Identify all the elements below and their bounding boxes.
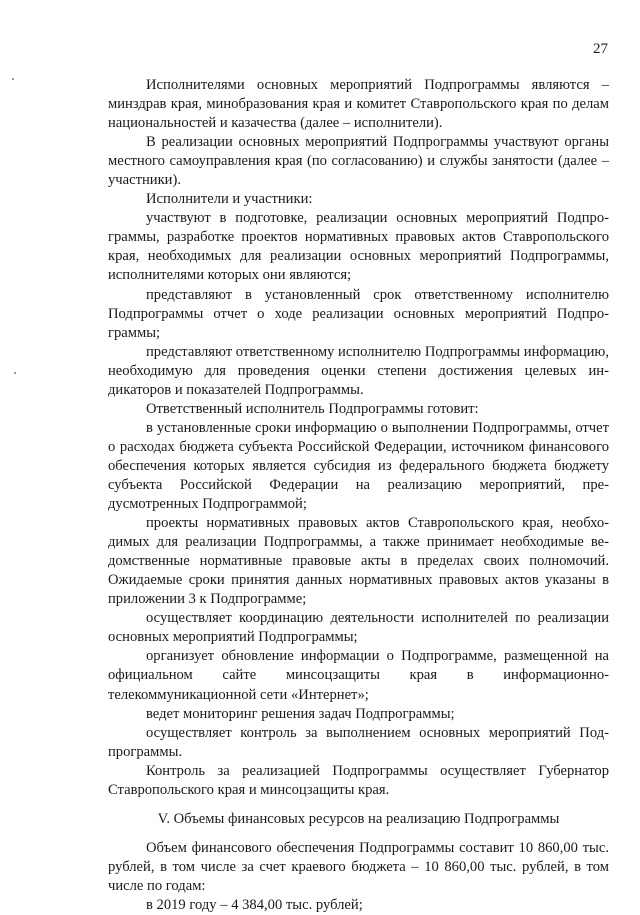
paragraph: проекты нормативных правовых актов Ставропольского края, необходимых для реализации Подпрограммы, а также принимает необходимые ведомственные нормативные правовые акты в пределах своих полномочий. Ожидаемые сроки принятия данных нормативных правовых актов указаны в приложении 3 к Подпрограмме;	[108, 515, 609, 608]
paragraph: Исполнители и участники:	[146, 191, 313, 208]
paragraph: осуществляет контроль за выполнением основных мероприятий Подпрограммы.	[108, 724, 609, 760]
document-body	[108, 76, 609, 915]
paragraph: Контроль за реализацией Подпрограммы осуществляет Губернатор Ставропольского края и минсоцзащиты края.	[108, 762, 609, 798]
section-heading: V. Объемы финансовых ресурсов на реализацию Подпрограммы	[157, 810, 560, 827]
paragraph: ведет мониторинг решения задач Подпрограммы;	[146, 705, 455, 722]
paragraph: участвуют в подготовке, реализации основных мероприятий Подпрограммы, разработке проектов нормативных правовых актов Ставропольского края, необходимых для реализации основных мероприятий Подпрограммы, исполнителями которых они являются;	[108, 210, 609, 284]
paragraph: в установленные сроки информацию о выполнении Подпрограммы, отчет о расходах бюджета субъекта Российской Федерации, источником финансового обеспечения которых является субсидия из федерального бюджета бюджету субъекта Российской Федерации на реализацию мероприятий, предусмотренных Подпрограммой;	[108, 419, 609, 513]
paragraph: Исполнителями основных мероприятий Подпрограммы являются – минздрав края, минобразования края и комитет Ставропольского края по делам национальностей и казачества (далее – исполнители).	[108, 77, 609, 132]
paragraph: осуществляет координацию деятельности исполнителей по реализации основных мероприятий Подпрограммы;	[108, 610, 609, 646]
page-number: 27	[593, 41, 608, 57]
paragraph: представляют ответственному исполнителю Подпрограммы информацию, необходимую для проведения оценки степени достижения целевых индикаторов и показателей Подпрограммы.	[108, 343, 609, 398]
paragraph: В реализации основных мероприятий Подпрограммы участвуют органы местного самоуправления края (по согласованию) и службы занятости (далее – участники).	[108, 134, 609, 189]
paragraph: в 2019 году – 4 384,00 тыс. рублей;	[146, 896, 363, 913]
scan-speck	[12, 78, 14, 80]
paragraph: представляют в установленный срок ответственному исполнителю Подпрограммы отчет о ходе реализации основных мероприятий Подпрограммы;	[108, 286, 609, 341]
paragraph: Ответственный исполнитель Подпрограммы готовит:	[146, 400, 479, 417]
paragraph: Объем финансового обеспечения Подпрограммы составит 10 860,00 тыс. рублей, в том числе за счет краевого бюджета – 10 860,00 тыс. рублей, в том числе по годам:	[108, 839, 609, 894]
paragraph: организует обновление информации о Подпрограмме, размещенной на официальном сайте минсоцзащиты края в информационно-телекоммуникационной сети «Интернет»;	[108, 648, 609, 703]
scan-speck	[14, 372, 16, 374]
